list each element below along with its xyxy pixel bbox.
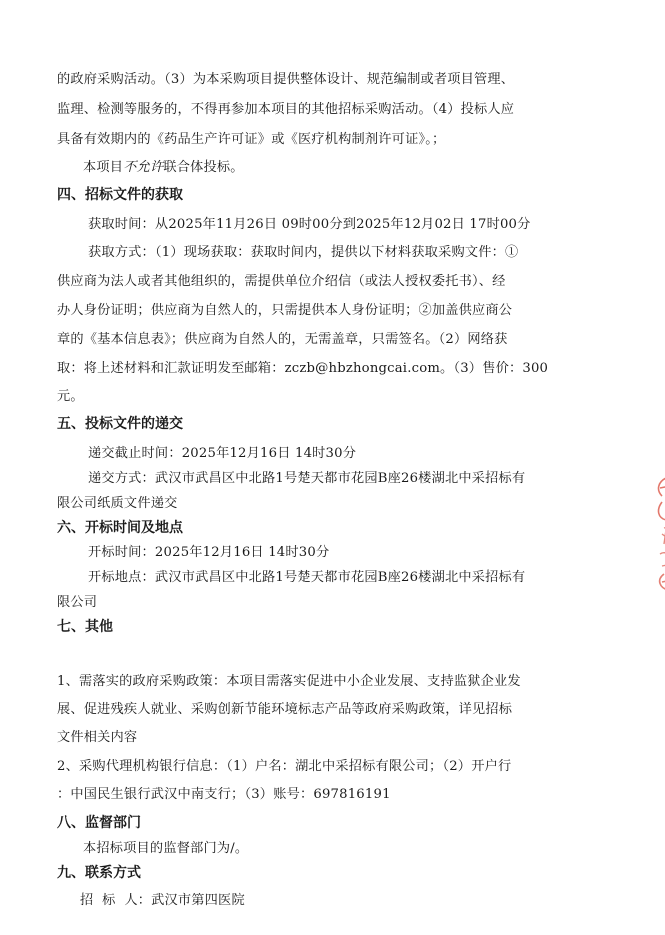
section-heading-6: 六、开标时间及地点 bbox=[57, 520, 183, 536]
other-item-line: ：中国民生银行武汉中南支行；（3）账号：697816191 bbox=[57, 787, 391, 802]
section-heading-4: 四、招标文件的获取 bbox=[57, 187, 183, 203]
opening-place-line: 限公司 bbox=[57, 595, 98, 610]
other-item-line: 1、需落实的政府采购政策：本项目需落实促进中小企业发展、支持监狱企业发 bbox=[57, 674, 521, 689]
consortium-prefix: 本项目 bbox=[83, 160, 124, 175]
paragraph-line: 监理、检测等服务的，不得再参加本项目的其他招标采购活动。（4）投标人应 bbox=[57, 102, 515, 117]
section-heading-7: 七、其他 bbox=[57, 619, 113, 635]
obtain-method-line: 元。 bbox=[57, 389, 84, 404]
opening-place-line: 开标地点：武汉市武昌区中北路1号楚天都市花园B座26楼湖北中采招标有 bbox=[88, 570, 526, 585]
obtain-method-line: 供应商为法人或者其他组织的，需提供单位介绍信（或法人授权委托书）、经 bbox=[57, 274, 506, 289]
section-heading-8: 八、监督部门 bbox=[57, 815, 141, 831]
opening-time: 开标时间：2025年12月16日 14时30分 bbox=[88, 545, 330, 560]
other-item-line: 文件相关内容 bbox=[57, 730, 138, 745]
obtain-method-line: 获取方式：（1）现场获取：获取时间内，提供以下材料获取采购文件：① bbox=[88, 245, 519, 260]
paragraph-line: 的政府采购活动。（3）为本采购项目提供整体设计、规范编制或者项目管理、 bbox=[57, 72, 515, 87]
obtain-time: 获取时间：从2025年11月26日 09时00分到2025年12月02日 17时00分 bbox=[88, 217, 531, 232]
consortium-suffix: 联合体投标。 bbox=[163, 160, 244, 175]
obtain-method-line: 取：将上述材料和汇款证明发至邮箱：zczb@hbzhongcai.com。（3）售价：300 bbox=[57, 361, 549, 376]
submit-method-line: 限公司纸质文件递交 bbox=[57, 496, 178, 511]
consortium-italic: 不允许 bbox=[123, 160, 164, 175]
paragraph-line: 具备有效期内的《药品生产许可证》或《医疗机构制剂许可证》。； bbox=[57, 132, 446, 147]
tenderer-line: 招 标 人：武汉市第四医院 bbox=[80, 893, 245, 908]
other-item-line: 2、采购代理机构银行信息：（1）户名：湖北中采招标有限公司；（2）开户行 bbox=[57, 759, 512, 774]
red-seal-stamp-fragment bbox=[652, 470, 665, 600]
submit-method-line: 递交方式：武汉市武昌区中北路1号楚天都市花园B座26楼湖北中采招标有 bbox=[88, 471, 526, 486]
supervision-text: 本招标项目的监督部门为/。 bbox=[83, 841, 249, 856]
section-heading-9: 九、联系方式 bbox=[57, 865, 141, 881]
obtain-method-line: 办人身份证明；供应商为自然人的，只需提供本人身份证明；②加盖供应商公 bbox=[57, 303, 513, 318]
section-heading-5: 五、投标文件的递交 bbox=[57, 416, 183, 432]
consortium-note bbox=[83, 156, 244, 175]
submit-deadline: 递交截止时间：2025年12月16日 14时30分 bbox=[88, 446, 357, 461]
other-item-line: 展、促进残疾人就业、采购创新节能环境标志产品等政府采购政策，详见招标 bbox=[57, 702, 513, 717]
obtain-method-line: 章的《基本信息表》；供应商为自然人的，无需盖章，只需签名。（2）网络获 bbox=[57, 332, 508, 347]
